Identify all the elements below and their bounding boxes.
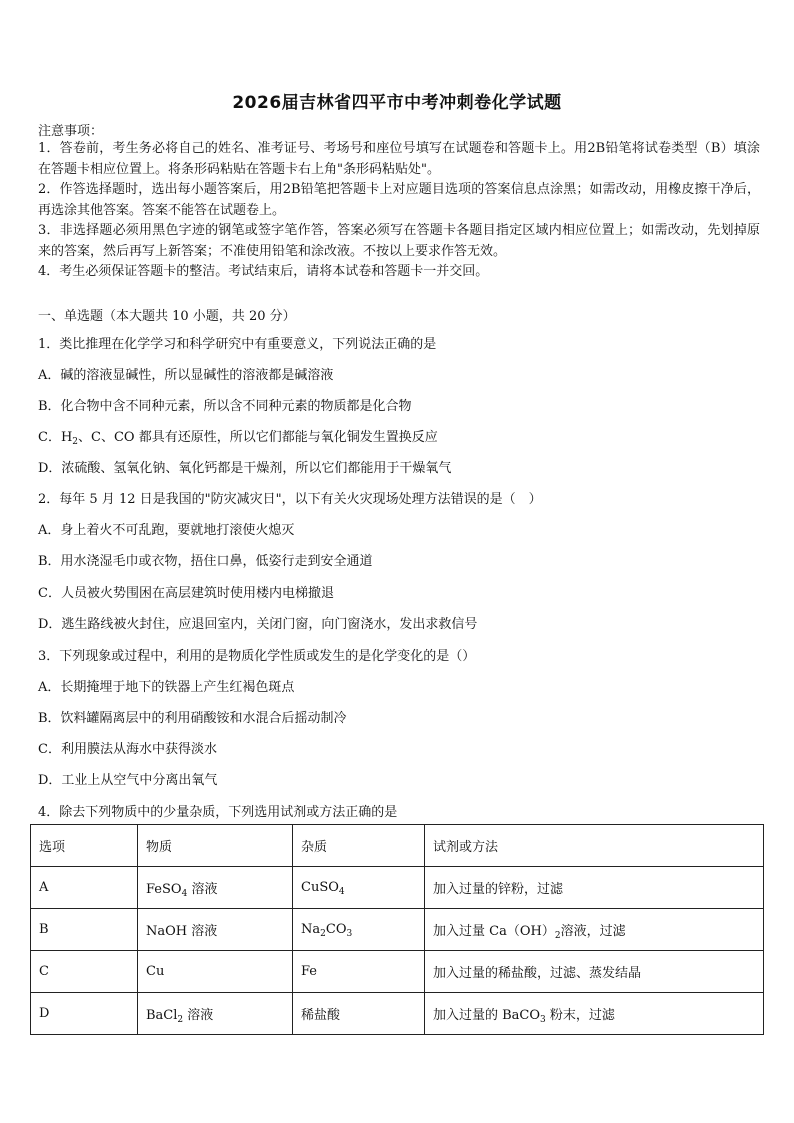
notice-item-3: 3．非选择题必须用黑色字迹的钢笔或签字笔作答，答案必须写在答题卡各题目指定区域内相应位置上；如需改动，先划掉原来的答案，然后再写上新答案；不准使用铅笔和涂改液。不按以上要求作答无效。 bbox=[38, 223, 760, 259]
subscript: 4 bbox=[338, 887, 345, 897]
notice-item-4: 4．考生必须保证答题卡的整洁。考试结束后，请将本试卷和答题卡一并交回。 bbox=[38, 264, 489, 279]
section-heading: 一、单选题（本大题共 10 小题，共 20 分） bbox=[38, 309, 296, 324]
table-row bbox=[31, 909, 764, 951]
subscript: 2 bbox=[177, 1015, 184, 1025]
formula-text: CuSO bbox=[301, 880, 339, 895]
formula-text: BaCl bbox=[146, 1008, 178, 1023]
question-3-stem: 3．下列现象或过程中，利用的是物质化学性质或发生的是化学变化的是（） bbox=[38, 649, 476, 664]
row-option: A bbox=[31, 867, 138, 909]
notice-list bbox=[38, 139, 760, 283]
row-option: C bbox=[31, 951, 138, 993]
question-2-option-c: C．人员被火势围困在高层建筑时使用楼内电梯撤退 bbox=[38, 586, 334, 601]
question-2-option-a: A．身上着火不可乱跑，要就地打滚使火熄灭 bbox=[38, 523, 295, 538]
question-4-stem: 4．除去下列物质中的少量杂质，下列选用试剂或方法正确的是 bbox=[38, 805, 398, 820]
question-3-option-a: A．长期掩埋于地下的铁器上产生红褐色斑点 bbox=[38, 680, 295, 695]
option-c-rest: 、C、CO 都具有还原性，所以它们都能与氧化铜发生置换反应 bbox=[78, 430, 438, 445]
row-substance: Cu bbox=[138, 951, 293, 993]
row-impurity: 稀盐酸 bbox=[293, 993, 425, 1035]
header-impurity: 杂质 bbox=[293, 825, 425, 867]
subscript: 2 bbox=[554, 931, 561, 941]
question-1-option-b: B．化合物中含不同种元素，所以含不同种元素的物质都是化合物 bbox=[38, 399, 412, 414]
question-1-stem: 1．类比推理在化学学习和科学研究中有重要意义，下列说法正确的是 bbox=[38, 337, 437, 352]
formula-text: CO bbox=[325, 922, 347, 937]
question-3-option-d: D．工业上从空气中分离出氧气 bbox=[38, 773, 218, 788]
subscript: 3 bbox=[540, 1015, 546, 1025]
row-option: D bbox=[31, 993, 138, 1035]
subscript: 2 bbox=[320, 929, 326, 939]
subscript: 2 bbox=[72, 437, 79, 447]
notice-item-2: 2．作答选择题时，选出每小题答案后，用2B铅笔把答题卡上对应题目选项的答案信息点涂黑；如需改动，用橡皮擦干净后，再选涂其他答案。答案不能答在试题卷上。 bbox=[38, 182, 760, 218]
question-1-option-a: A．碱的溶液显碱性，所以显碱性的溶液都是碱溶液 bbox=[38, 368, 334, 383]
question-3-option-c: C．利用膜法从海水中获得淡水 bbox=[38, 742, 217, 757]
row-substance bbox=[138, 993, 293, 1035]
row-impurity bbox=[293, 909, 425, 951]
page-title: 2026届吉林省四平市中考冲刺卷化学试题 bbox=[232, 93, 562, 113]
notice-item-1: 1．答卷前，考生务必将自己的姓名、准考证号、考场号和座位号填写在试题卷和答题卡上。用2B铅笔将试卷类型（B）填涂在答题卡相应位置上。将条形码粘贴在答题卡右上角"条形码粘贴处"。 bbox=[38, 141, 760, 177]
subscript: 3 bbox=[346, 929, 353, 939]
row-impurity: Fe bbox=[293, 951, 425, 993]
row-method bbox=[425, 993, 764, 1035]
question-2-option-b: B．用水浇湿毛巾或衣物，捂住口鼻，低姿行走到安全通道 bbox=[38, 554, 373, 569]
formula-text: FeSO bbox=[146, 882, 182, 897]
table-row bbox=[31, 993, 764, 1035]
row-option: B bbox=[31, 909, 138, 951]
question-1-option-d: D．浓硫酸、氢氧化钠、氧化钙都是干燥剂，所以它们都能用于干燥氧气 bbox=[38, 461, 452, 476]
row-method: 加入过量的锌粉，过滤 bbox=[425, 867, 764, 909]
table-row bbox=[31, 951, 764, 993]
table-row bbox=[31, 867, 764, 909]
method-text: 粉末，过滤 bbox=[545, 1008, 615, 1023]
header-option: 选项 bbox=[31, 825, 138, 867]
subscript: 4 bbox=[181, 889, 188, 899]
row-method bbox=[425, 909, 764, 951]
header-method: 试剂或方法 bbox=[425, 825, 764, 867]
row-method: 加入过量的稀盐酸，过滤、蒸发结晶 bbox=[425, 951, 764, 993]
option-c-prefix: C．H bbox=[38, 430, 73, 445]
notice-heading: 注意事项： bbox=[38, 124, 104, 139]
header-substance: 物质 bbox=[138, 825, 293, 867]
formula-text: Na bbox=[301, 922, 321, 937]
question-2-stem: 2．每年 5 月 12 日是我国的"防灾减灾日"，以下有关火灾现场处理方法错误的是（ ） bbox=[38, 492, 542, 507]
question-3-option-b: B．饮料罐隔离层中的利用硝酸铵和水混合后摇动制冷 bbox=[38, 711, 347, 726]
question-1-option-c bbox=[38, 426, 438, 445]
row-substance: NaOH 溶液 bbox=[138, 909, 293, 951]
formula-text: 溶液 bbox=[187, 882, 218, 897]
row-substance bbox=[138, 867, 293, 909]
method-text: 溶液，过滤 bbox=[560, 924, 626, 939]
row-impurity bbox=[293, 867, 425, 909]
method-text: 加入过量的 BaCO bbox=[433, 1008, 541, 1023]
method-text: 加入过量 Ca（OH） bbox=[433, 924, 555, 939]
question-2-option-d: D．逃生路线被火封住，应退回室内，关闭门窗，向门窗浇水，发出求救信号 bbox=[38, 617, 478, 632]
answer-table bbox=[30, 824, 764, 1035]
formula-text: 溶液 bbox=[183, 1008, 214, 1023]
table-header-row bbox=[31, 825, 764, 867]
